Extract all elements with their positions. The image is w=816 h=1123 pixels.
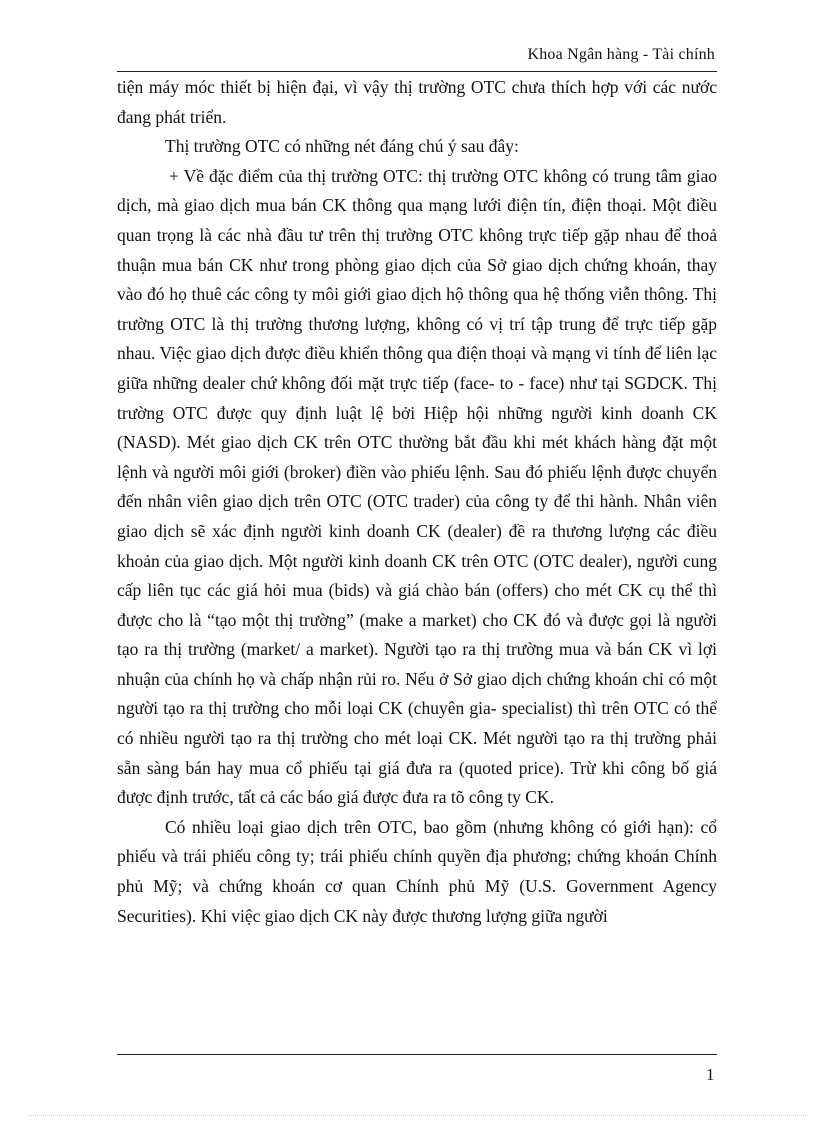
header-title: Khoa Ngân hàng - Tài chính	[527, 46, 715, 63]
page-header	[117, 46, 717, 70]
paragraph-otc-characteristics: + Về đặc điểm của thị trường OTC: thị trường OTC không có trung tâm giao dịch, mà giao dịch mua bán CK thông qua mạng lưới điện tín, điện thoại. Một điều quan trọng là các nhà đầu tư trên thị trường OTC không trực tiếp gặp nhau để thoả thuận mua bán CK như trong phòng giao dịch của Sở giao dịch chứng khoán, thay vào đó họ thuê các công ty môi giới giao dịch hộ thông qua hệ thống viễn thông. Thị trường OTC là thị trường thương lượng, không có vị trí tập trung để trực tiếp gặp nhau. Việc giao dịch được điều khiển thông qua điện thoại và mạng vi tính để liên lạc giữa những dealer chứ không đối mặt trực tiếp (face- to - face) như tại SGDCK. Thị trường OTC được quy định luật lệ bởi Hiệp hội những người kinh doanh CK (NASD). Mét giao dịch CK trên OTC thường bắt đầu khi mét khách hàng đặt một lệnh và người môi giới (broker) điền vào phiếu lệnh. Sau đó phiếu lệnh được chuyển đến nhân viên giao dịch trên OTC (OTC trader) của công ty để thi hành. Nhân viên giao dịch sẽ xác định người kinh doanh CK (dealer) đề ra thương lượng các điều khoản của giao dịch. Một người kinh doanh CK trên OTC (OTC dealer), người cung cấp liên tục các giá hỏi mua (bids) và giá chào bán (offers) cho mét CK cụ thể thì được cho là “tạo một thị trường” (make a market) cho CK đó và được gọi là người tạo ra thị trường (market/ a market). Người tạo ra thị trường mua và bán CK vì lợi nhuận của chính họ và chấp nhận rủi ro. Nếu ở Sở giao dịch chứng khoán chỉ có một người tạo ra thị trường cho mỗi loại CK (chuyên gia- specialist) thì trên OTC có thể có nhiều người tạo ra thị trường cho mét loại CK. Mét người tạo ra thị trường phải sẵn sàng bán hay mua cổ phiếu tại giá đưa ra (quoted price). Trừ khi công bố giá được định trước, tất cả các báo giá được đưa ra tõ công ty CK.	[117, 165, 717, 808]
page-body	[117, 73, 717, 931]
paragraph-otc-transaction-types: Có nhiều loại giao dịch trên OTC, bao gồm (nhưng không có giới hạn): cổ phiếu và trái phiếu công ty; trái phiếu chính quyền địa phương; chứng khoán Chính phủ Mỹ; và chứng khoán cơ quan Chính phủ Mỹ (U.S. Government Agency Securities). Khi việc giao dịch CK này được thương lượng giữa người	[117, 816, 717, 926]
paragraph-continuation: tiện máy móc thiết bị hiện đại, vì vậy thị trường OTC chưa thích hợp với các nước đang phát triển.	[117, 77, 717, 127]
page-bottom-edge	[28, 1115, 808, 1116]
paragraph-intro: Thị trường OTC có những nét đáng chú ý sau đây:	[165, 136, 519, 157]
page-number: 1	[706, 1065, 715, 1084]
footer-divider	[117, 1054, 717, 1055]
header-divider	[117, 71, 717, 72]
